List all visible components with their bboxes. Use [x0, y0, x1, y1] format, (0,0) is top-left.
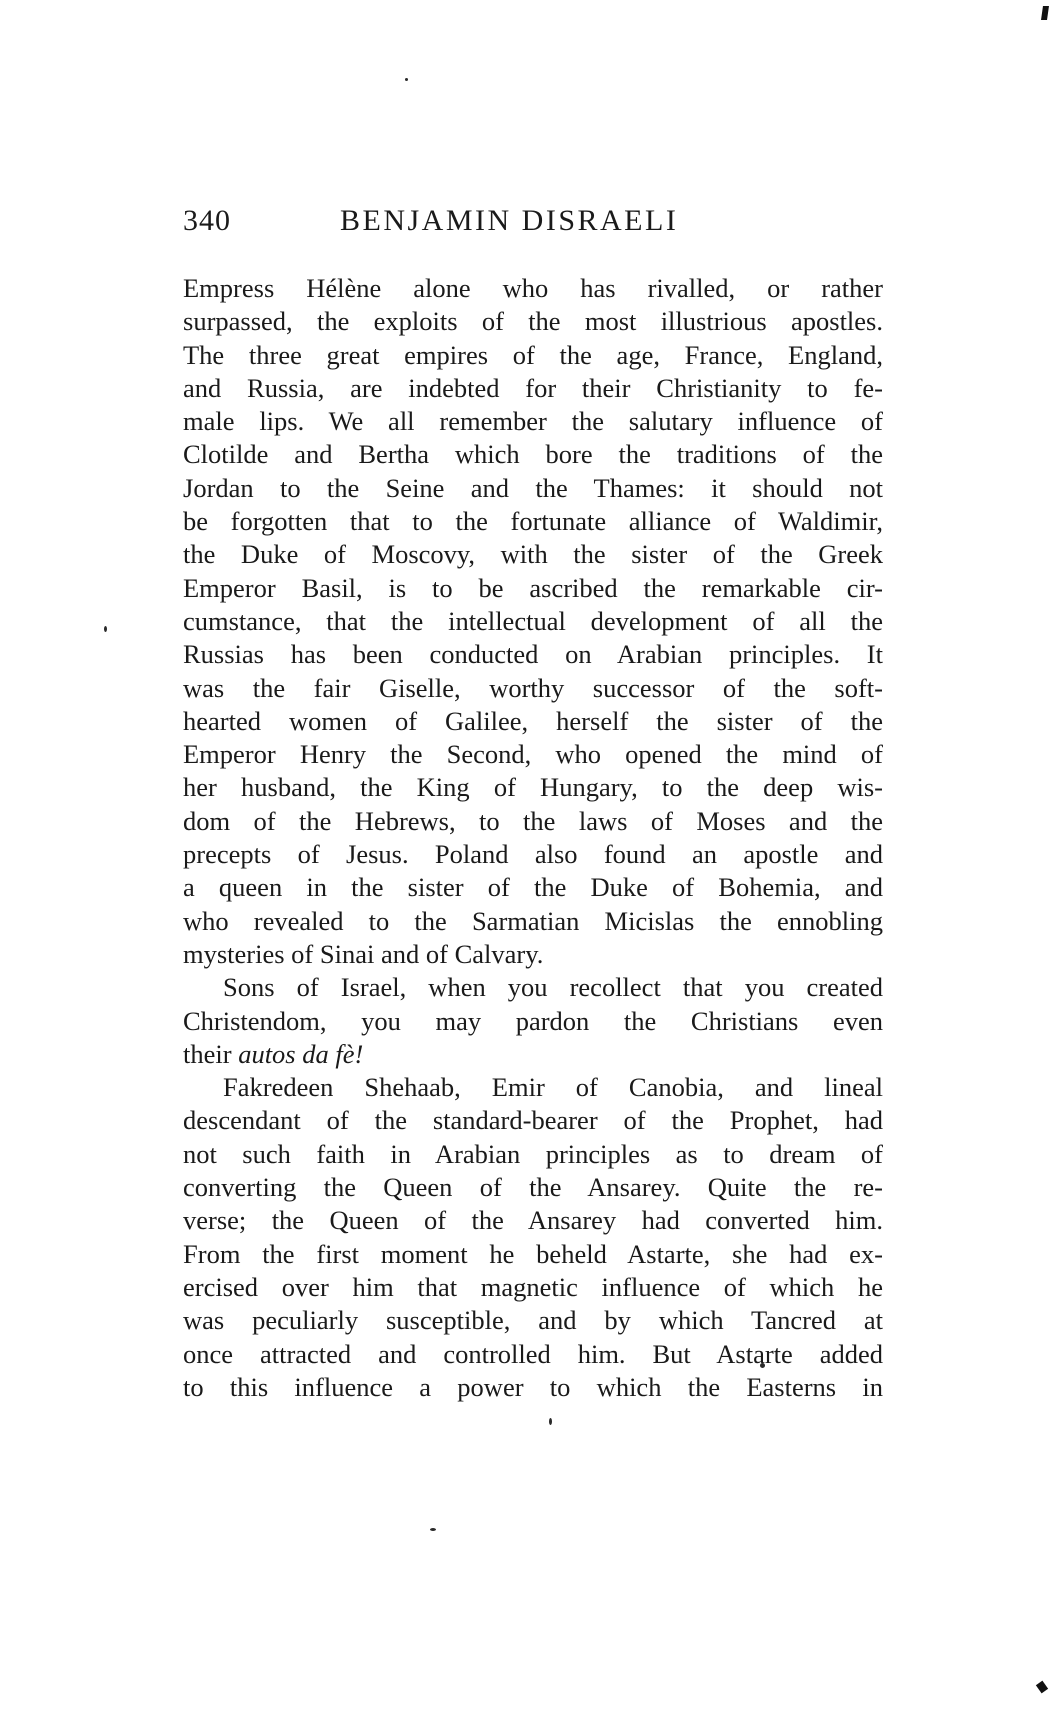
text-line: Christendom, you may pardon the Christians even	[183, 1005, 883, 1036]
text-line: verse; the Queen of the Ansarey had converted him.	[183, 1205, 883, 1236]
text-line: precepts of Jesus. Poland also found an apostle and	[183, 839, 883, 870]
text-line: From the first moment he beheld Astarte, she had ex-	[183, 1238, 883, 1269]
text-line-start: their	[183, 1038, 239, 1069]
text-line: male lips. We all remember the salutary influence of	[183, 406, 883, 437]
scan-speck	[549, 1418, 552, 1425]
running-head: BENJAMIN DISRAELI	[340, 204, 679, 237]
text-line: and Russia, are indebted for their Christianity to fe-	[183, 372, 883, 403]
text-line: descendant of the standard-bearer of the Prophet, had	[183, 1105, 883, 1136]
text-line: the Duke of Moscovy, with the sister of the Greek	[183, 539, 883, 570]
text-line: Jordan to the Seine and the Thames: it should not	[183, 472, 883, 503]
body-text	[183, 272, 883, 1404]
text-line: to this influence a power to which the Easterns in	[183, 1371, 883, 1402]
text-line: Emperor Basil, is to be ascribed the remarkable cir-	[183, 572, 883, 603]
text-line: surpassed, the exploits of the most illustrious apostles.	[183, 306, 883, 337]
scan-speck	[430, 1528, 436, 1531]
text-line: Clotilde and Bertha which bore the traditions of the	[183, 439, 883, 470]
text-line: who revealed to the Sarmatian Micislas the ennobling	[183, 905, 883, 936]
text-line: hearted women of Galilee, herself the sister of the	[183, 705, 883, 736]
text-line: her husband, the King of Hungary, to the deep wis-	[183, 772, 883, 803]
text-line: ercised over him that magnetic influence of which he	[183, 1271, 883, 1302]
scan-mark-bottom-right	[1036, 1681, 1048, 1694]
page-header	[183, 204, 883, 244]
text-line: was peculiarly susceptible, and by which Tancred at	[183, 1305, 883, 1336]
text-line: a queen in the sister of the Duke of Bohemia, and	[183, 872, 883, 903]
scan-speck	[104, 626, 107, 632]
text-line	[183, 1038, 883, 1071]
text-line: Russias has been conducted on Arabian principles. It	[183, 639, 883, 670]
text-line: cumstance, that the intellectual development of all the	[183, 605, 883, 636]
text-line: once attracted and controlled him. But Astarte added	[183, 1338, 883, 1369]
page-number: 340	[183, 204, 231, 237]
text-line: Empress Hélène alone who has rivalled, or rather	[183, 273, 883, 303]
scan-speck	[405, 78, 408, 81]
text-line: The three great empires of the age, France, England,	[183, 339, 883, 370]
italic-phrase: autos da fè!	[238, 1038, 364, 1069]
text-line: be forgotten that to the fortunate alliance of Waldimir,	[183, 506, 883, 537]
text-line: not such faith in Arabian principles as to dream of	[183, 1138, 883, 1169]
text-line: Sons of Israel, when you recollect that you created	[223, 972, 883, 1003]
text-line: converting the Queen of the Ansarey. Quite the re-	[183, 1172, 883, 1203]
text-line: was the fair Giselle, worthy successor of the soft-	[183, 672, 883, 703]
text-line: mysteries of Sinai and of Calvary.	[183, 938, 544, 969]
scan-mark-top-right	[1041, 6, 1049, 20]
text-line: Fakredeen Shehaab, Emir of Canobia, and lineal	[223, 1072, 883, 1103]
text-line: Emperor Henry the Second, who opened the mind of	[183, 739, 883, 770]
text-line: dom of the Hebrews, to the laws of Moses and the	[183, 805, 883, 836]
